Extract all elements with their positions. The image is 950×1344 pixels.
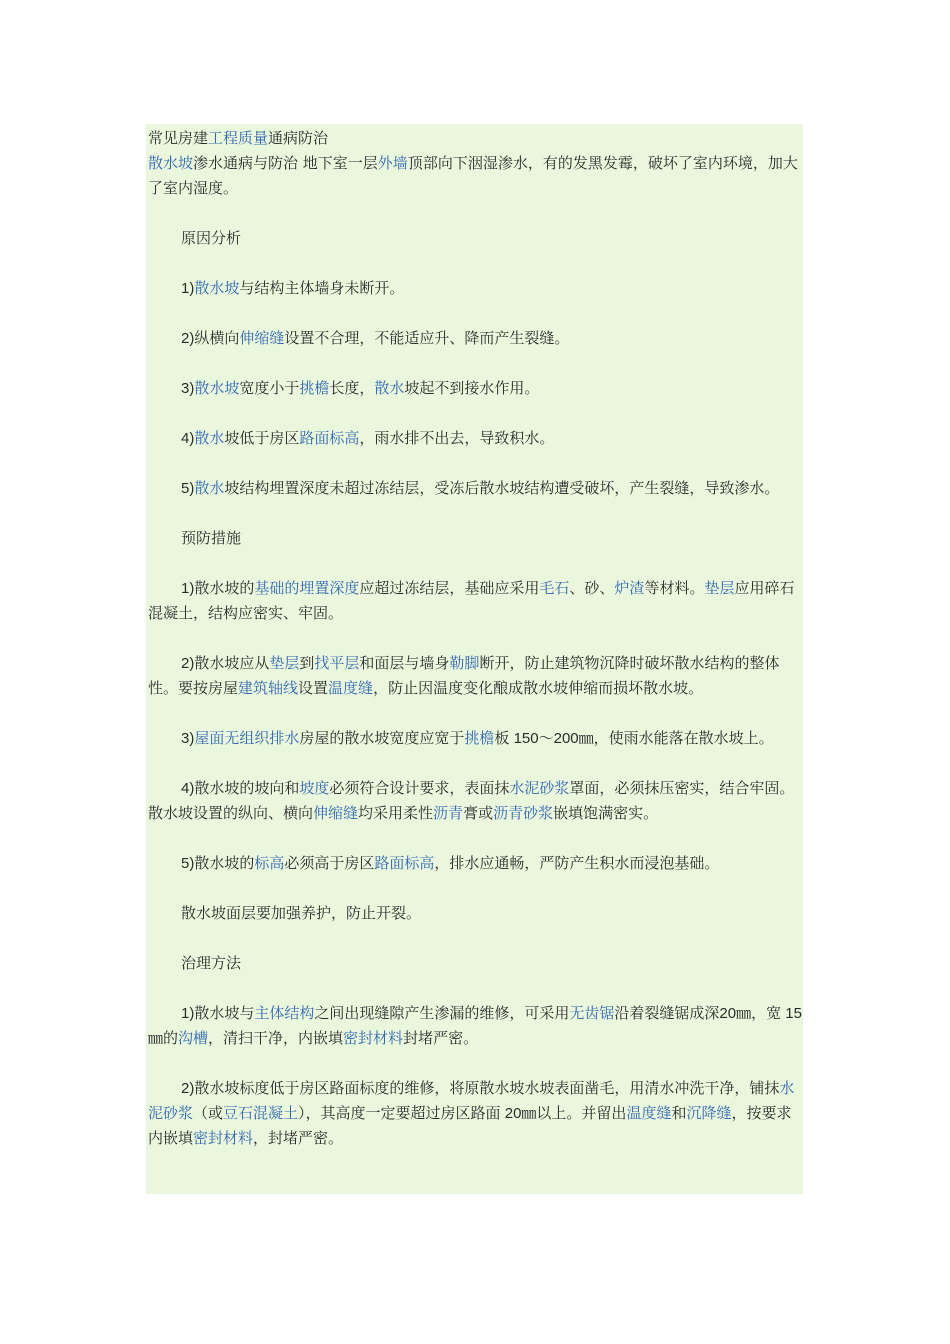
text-run: 坡结构埋置深度未超过冻结层，受冻后散水坡结构遭受破坏，产生裂缝，导致渗水。 bbox=[224, 479, 780, 497]
text-run: 1) bbox=[181, 280, 195, 297]
paragraph bbox=[148, 426, 803, 451]
text-run: 2) bbox=[181, 1080, 195, 1097]
keyword-link[interactable]: 主体结构 bbox=[254, 1004, 315, 1022]
text-run: 断开，防止建筑物沉降时破坏散水结构的整体性。要按房屋 bbox=[148, 654, 780, 697]
text-run: 2) bbox=[181, 655, 195, 672]
keyword-link[interactable]: 坡度 bbox=[299, 779, 330, 797]
keyword-link[interactable]: 屋面无组织排水 bbox=[194, 729, 300, 747]
text-run: 设置 bbox=[298, 679, 329, 697]
text-run: 2) bbox=[181, 330, 195, 347]
text-run: 长度， bbox=[329, 379, 375, 397]
text-run: 等材料。 bbox=[644, 579, 705, 597]
text-run: 散水坡标度低于房区路面标度的维修，将原散水坡水坡表面凿毛，用清水冲洗干净，铺抹 bbox=[194, 1079, 780, 1097]
text-run: 治理方法 bbox=[181, 954, 242, 972]
paragraph bbox=[148, 726, 803, 751]
text-run: 3) bbox=[181, 380, 195, 397]
text-run: 15 bbox=[781, 1005, 802, 1022]
paragraph bbox=[148, 1001, 803, 1051]
text-run: 封堵严密。 bbox=[403, 1029, 479, 1047]
text-run: 通病防治 bbox=[268, 129, 329, 147]
text-run: 与结构主体墙身未断开。 bbox=[239, 279, 405, 297]
text-run: 5) bbox=[181, 480, 195, 497]
keyword-link[interactable]: 建筑轴线 bbox=[238, 679, 299, 697]
keyword-link[interactable]: 炉渣 bbox=[614, 579, 645, 597]
keyword-link[interactable]: 散水坡 bbox=[148, 154, 194, 172]
text-run: ㎜的 bbox=[148, 1029, 179, 1047]
text-run: 嵌填饱满密实。 bbox=[553, 804, 659, 822]
keyword-link[interactable]: 水泥砂浆 bbox=[509, 779, 570, 797]
keyword-link[interactable]: 垫层 bbox=[269, 654, 300, 672]
paragraph bbox=[148, 651, 803, 701]
paragraph bbox=[148, 151, 803, 201]
keyword-link[interactable]: 挑檐 bbox=[464, 729, 495, 747]
text-run: ㎜，宽 bbox=[736, 1004, 782, 1022]
text-run: 4) bbox=[181, 780, 195, 797]
paragraph bbox=[148, 276, 803, 301]
keyword-link[interactable]: 毛石 bbox=[539, 579, 570, 597]
keyword-link[interactable]: 伸缩缝 bbox=[313, 804, 359, 822]
text-run: 和面层与墙身 bbox=[359, 654, 450, 672]
keyword-link[interactable]: 沥青 bbox=[433, 804, 464, 822]
keyword-link[interactable]: 找平层 bbox=[314, 654, 360, 672]
keyword-link[interactable]: 散水 bbox=[194, 429, 225, 447]
text-run: 应超过冻结层，基础应采用 bbox=[359, 579, 540, 597]
text-run: 散水坡的坡向和 bbox=[194, 779, 300, 797]
document-body bbox=[146, 124, 803, 1194]
text-run: 罩面，必须抹压密实，结合牢固。散水坡设置的纵向、横向 bbox=[148, 779, 795, 822]
keyword-link[interactable]: 无齿锯 bbox=[569, 1004, 615, 1022]
keyword-link[interactable]: 基础的埋置深度 bbox=[254, 579, 360, 597]
keyword-link[interactable]: 散水坡 bbox=[194, 379, 240, 397]
keyword-link[interactable]: 路面标高 bbox=[374, 854, 435, 872]
text-run: 顶部向下洇湿渗水，有的发黑发霉，破坏了室内环境，加大了室内湿度。 bbox=[148, 154, 798, 197]
text-run: 、砂、 bbox=[569, 579, 615, 597]
text-run: 原因分析 bbox=[181, 229, 242, 247]
keyword-link[interactable]: 勒脚 bbox=[449, 654, 480, 672]
paragraph bbox=[148, 326, 803, 351]
text-run: 20 bbox=[719, 1005, 737, 1022]
paragraph bbox=[148, 226, 803, 251]
text-run: 散水坡的 bbox=[194, 579, 255, 597]
text-run: ），其高度一定要超过房区路面 bbox=[298, 1104, 501, 1122]
text-run: 坡低于房区 bbox=[224, 429, 300, 447]
text-run: ㎜，使雨水能落在散水坡上。 bbox=[578, 729, 774, 747]
paragraph bbox=[148, 476, 803, 501]
paragraph bbox=[148, 1076, 803, 1151]
text-run: 渗水通病与防治 地下室一层 bbox=[193, 154, 378, 172]
keyword-link[interactable]: 沟槽 bbox=[178, 1029, 209, 1047]
keyword-link[interactable]: 密封材料 bbox=[343, 1029, 404, 1047]
paragraph bbox=[148, 776, 803, 826]
text-run: 均采用柔性 bbox=[358, 804, 434, 822]
text-run: 散水坡的 bbox=[194, 854, 255, 872]
text-run: ，封堵严密。 bbox=[253, 1129, 344, 1147]
text-run: 常见房建 bbox=[148, 129, 209, 147]
text-run: 散水坡应从 bbox=[194, 654, 270, 672]
text-run: 纵横向 bbox=[194, 329, 240, 347]
keyword-link[interactable]: 温度缝 bbox=[626, 1104, 672, 1122]
text-run: 4) bbox=[181, 430, 195, 447]
keyword-link[interactable]: 路面标高 bbox=[299, 429, 360, 447]
keyword-link[interactable]: 伸缩缝 bbox=[239, 329, 285, 347]
text-run: 到 bbox=[299, 654, 315, 672]
text-run: 1) bbox=[181, 580, 195, 597]
text-run: 必须高于房区 bbox=[284, 854, 375, 872]
text-run: 散水坡与 bbox=[194, 1004, 255, 1022]
document-title bbox=[148, 126, 803, 151]
text-run: 预防措施 bbox=[181, 529, 242, 547]
keyword-link[interactable]: 挑檐 bbox=[299, 379, 330, 397]
paragraph bbox=[148, 851, 803, 876]
keyword-link[interactable]: 垫层 bbox=[704, 579, 735, 597]
text-run: 坡起不到接水作用。 bbox=[404, 379, 540, 397]
text-run: ，雨水排不出去，导致积水。 bbox=[359, 429, 555, 447]
text-run: 和 bbox=[671, 1104, 687, 1122]
text-run: 20 bbox=[500, 1105, 522, 1122]
text-run: 板 bbox=[494, 729, 510, 747]
text-run: 房屋的散水坡宽度应宽于 bbox=[299, 729, 465, 747]
keyword-link[interactable]: 沥青砂浆 bbox=[493, 804, 554, 822]
text-run: ，按要求内嵌填 bbox=[148, 1104, 792, 1147]
keyword-link[interactable]: 散水 bbox=[194, 479, 225, 497]
text-run: ，清扫干净，内嵌填 bbox=[208, 1029, 344, 1047]
text-run: 应用碎石混凝土，结构应密实、牢固。 bbox=[148, 579, 795, 622]
keyword-link[interactable]: 散水 bbox=[374, 379, 405, 397]
text-run: （或 bbox=[193, 1104, 224, 1122]
keyword-link[interactable]: 温度缝 bbox=[328, 679, 374, 697]
text-run: 之间出现缝隙产生渗漏的维修，可采用 bbox=[314, 1004, 570, 1022]
keyword-link[interactable]: 工程质量 bbox=[208, 129, 269, 147]
paragraph bbox=[148, 901, 803, 926]
text-run: 3) bbox=[181, 730, 195, 747]
keyword-link[interactable]: 沉降缝 bbox=[686, 1104, 732, 1122]
text-run: 必须符合设计要求，表面抹 bbox=[329, 779, 510, 797]
text-run: 1) bbox=[181, 1005, 195, 1022]
text-run: 5) bbox=[181, 855, 195, 872]
paragraph bbox=[148, 526, 803, 551]
text-run: 150～200 bbox=[509, 730, 579, 747]
keyword-link[interactable]: 外墙 bbox=[377, 154, 408, 172]
paragraph bbox=[148, 376, 803, 401]
keyword-link[interactable]: 豆石混凝土 bbox=[223, 1104, 299, 1122]
text-run: 设置不合理，不能适应升、降而产生裂缝。 bbox=[284, 329, 570, 347]
keyword-link[interactable]: 散水坡 bbox=[194, 279, 240, 297]
keyword-link[interactable]: 水泥砂浆 bbox=[148, 1079, 795, 1122]
text-run: ㎜以上。并留出 bbox=[521, 1104, 627, 1122]
paragraph bbox=[148, 576, 803, 626]
keyword-link[interactable]: 密封材料 bbox=[193, 1129, 254, 1147]
text-run: 宽度小于 bbox=[239, 379, 300, 397]
text-run: 沿着裂缝锯成深 bbox=[614, 1004, 720, 1022]
text-run: 散水坡面层要加强养护，防止开裂。 bbox=[181, 904, 422, 922]
text-run: 膏或 bbox=[463, 804, 494, 822]
text-run: ，排水应通畅，严防产生积水而浸泡基础。 bbox=[434, 854, 720, 872]
text-run: ，防止因温度变化酿成散水坡伸缩而损坏散水坡。 bbox=[373, 679, 704, 697]
paragraph bbox=[148, 951, 803, 976]
keyword-link[interactable]: 标高 bbox=[254, 854, 285, 872]
